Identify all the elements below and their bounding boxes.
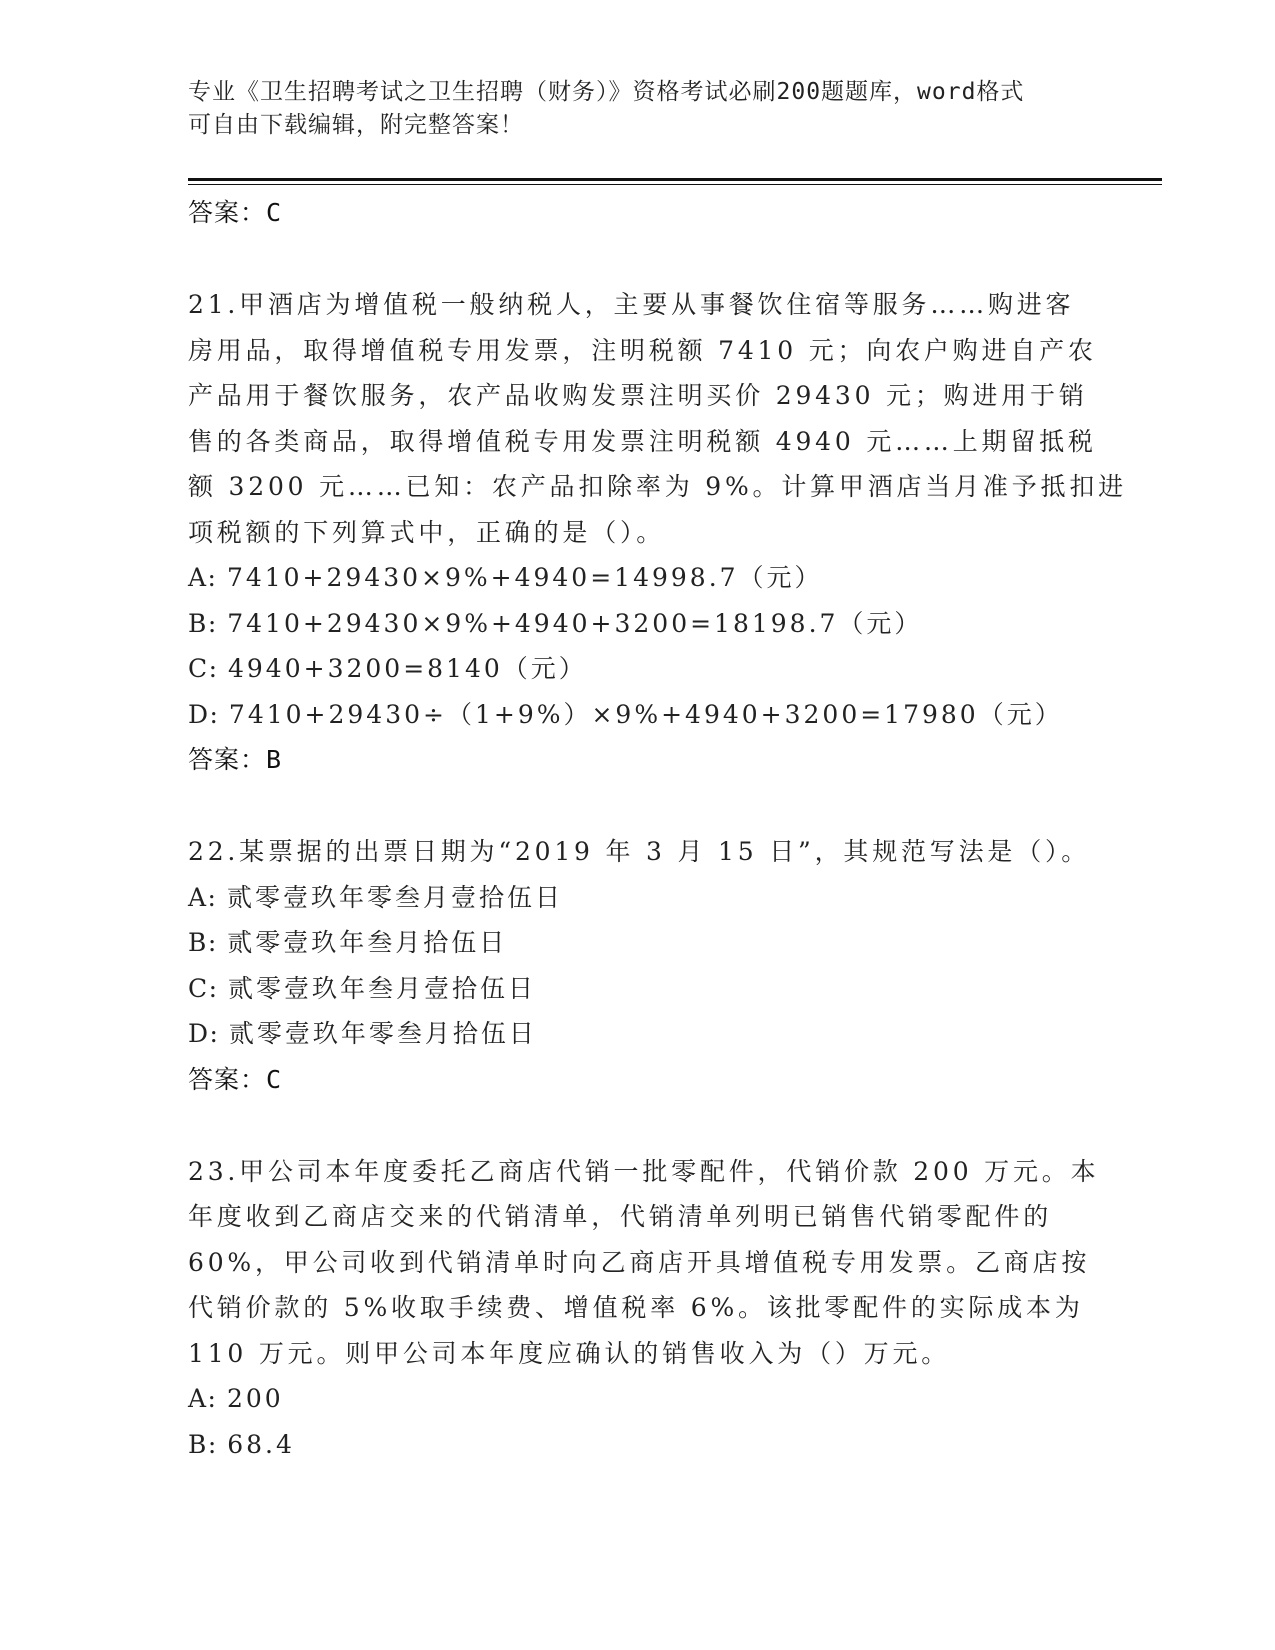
question-line: 项税额的下列算式中，正确的是（）。 [188,517,666,547]
option-key: A: [188,563,227,592]
paragraph-gap [188,236,1088,282]
answer-line: 答案：C [188,198,283,227]
header-line-1: 专业《卫生招聘考试之卫生招聘（财务）》资格考试必刷200题题库，word格式 [188,79,1025,105]
option-text: 7410+29430×9%+4940+3200=18198.7（元） [227,608,923,638]
question-line: 售的各类商品，取得增值税专用发票注明税额 4940 元……上期留抵税 [188,426,1097,456]
question-line: 年度收到乙商店交来的代销清单，代销清单列明已销售代销零配件的 [188,1202,1053,1231]
header-line-2: 可自由下载编辑，附完整答案！ [188,112,524,138]
option-a [188,1376,1088,1422]
question-line: 60%，甲公司收到代销清单时向乙商店开具增值税专用发票。乙商店按 [188,1247,1091,1277]
option-c [188,966,1088,1012]
option-a [188,555,1088,601]
question-line: 23.甲公司本年度委托乙商店代销一批零配件，代销价款 200 万元。本 [188,1156,1100,1186]
question-stem [188,1149,1100,1377]
question-line: 110 万元。则甲公司本年度应确认的销售收入为（）万元。 [188,1338,951,1368]
question-line: 产品用于餐饮服务，农产品收购发票注明买价 29430 元；购进用于销 [188,381,1088,410]
option-key: A: [188,882,227,912]
option-text: 贰零壹玖年零叁月壹拾伍日 [226,882,563,912]
option-a [188,875,1088,921]
page-header [188,76,1088,142]
option-key: D: [188,1019,229,1048]
header-divider-thin [188,184,1162,185]
option-key: B: [188,608,228,638]
header-divider-thick [188,178,1162,181]
option-text: 贰零壹玖年叁月壹拾伍日 [228,973,537,1003]
option-key: C: [188,654,228,683]
answer-line: 答案：B [188,745,283,774]
option-b [188,601,1088,647]
option-b [188,920,1088,966]
option-text: 200 [226,1384,284,1413]
paragraph-gap [188,783,1088,829]
option-text: 7410+29430÷（1+9%）×9%+4940+3200=17980（元） [228,699,1063,729]
option-key: C: [188,973,228,1003]
question-line: 21.甲酒店为增值税一般纳税人，主要从事餐饮住宿等服务……购进客 [188,290,1075,319]
option-key: D: [188,699,229,729]
option-key: B: [188,1429,228,1459]
document-body [188,190,1127,1467]
option-text: 7410+29430×9%+4940=14998.7（元） [226,563,823,592]
option-d [188,692,1088,738]
question-stem [188,829,1091,875]
question-stem [188,282,1127,555]
question-line: 房用品，取得增值税专用发票，注明税额 7410 元；向农户购进自产农 [188,335,1097,365]
paragraph-gap [188,1103,1088,1149]
option-text: 4940+3200=8140（元） [228,654,587,683]
question-line: 22.某票据的出票日期为“2019 年 3 月 15 日”，其规范写法是（）。 [188,837,1091,866]
answer-line: 答案：C [188,1064,283,1094]
option-key: A: [188,1384,227,1413]
option-text: 贰零壹玖年零叁月拾伍日 [228,1019,537,1048]
option-d [188,1011,1088,1057]
option-key: B: [188,928,228,957]
option-b [188,1422,1088,1468]
option-text: 68.4 [227,1429,295,1459]
question-line: 代销价款的 5%收取手续费、增值税率 6%。该批零配件的实际成本为 [188,1293,1084,1322]
question-line: 额 3200 元……已知：农产品扣除率为 9%。计算甲酒店当月准予抵扣进 [188,472,1127,501]
option-text: 贰零壹玖年叁月拾伍日 [227,928,508,957]
option-c [188,646,1088,692]
